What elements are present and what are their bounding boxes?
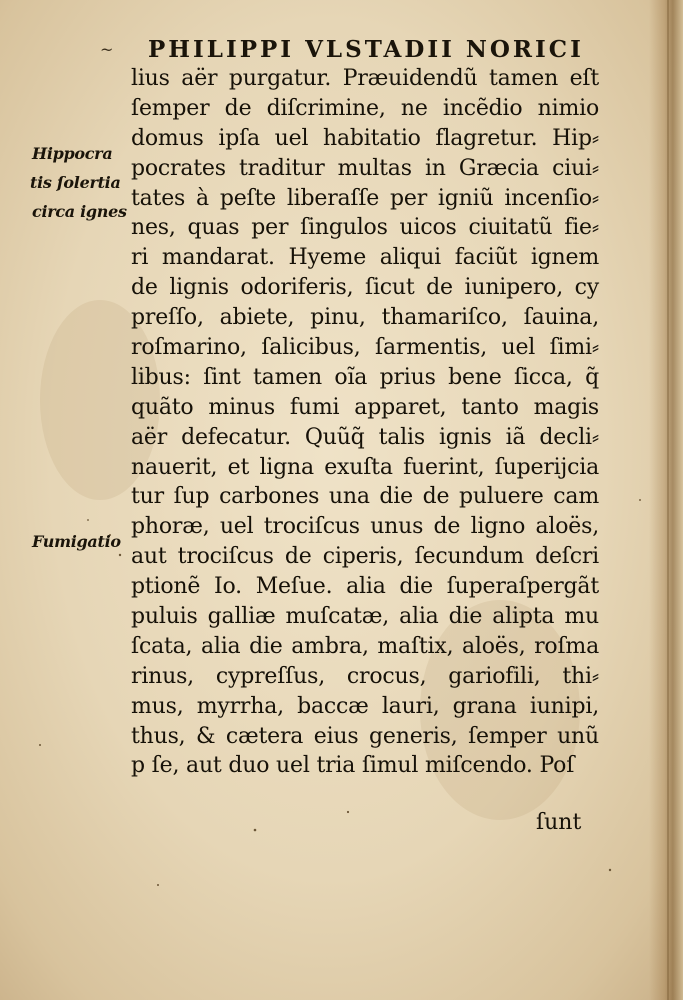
- text-line: thus, & cætera eius generis, ſemper unũ: [131, 723, 599, 749]
- text-line: libus: ſint tamen oĩa prius bene ſicca, q̃: [131, 364, 599, 390]
- main-text-block: [131, 64, 599, 781]
- marginal-note-circa-ignes: circa ignes: [32, 202, 127, 221]
- text-line: ptionẽ Io. Meſue. alia die ſuperaſpergãt: [131, 574, 599, 600]
- text-line: mus, myrrha, baccæ lauri, grana iunipi,: [131, 693, 599, 719]
- text-line: nes, quas per ſingulos uicos ciuitatũ fie⸗: [131, 215, 599, 241]
- text-line: nauerit, et ligna exuſta fuerint, ſuperijcia: [131, 454, 599, 480]
- text-line: rinus, cypreſſus, crocus, gariofili, thi⸗: [131, 663, 599, 689]
- catchword: ſunt: [536, 810, 582, 835]
- text-line: pocrates traditur multas in Græcia ciui⸗: [131, 155, 599, 181]
- text-line: domus ipſa uel habitatio flagretur. Hip⸗: [131, 125, 599, 151]
- header-ornament: ~: [100, 40, 114, 59]
- marginal-note-fumigatio: Fumigatio: [32, 532, 121, 551]
- text-line: tur ſup carbones una die de puluere cam: [131, 484, 599, 510]
- text-line: ri mandarat. Hyeme aliqui faciũt ignem: [131, 245, 599, 271]
- text-line: de lignis odoriferis, ſicut de iunipero, cy: [131, 275, 599, 301]
- text-line: p ſe, aut duo uel tria ſimul miſcendo. Poſ: [131, 753, 575, 779]
- text-line: phoræ, uel trociſcus unus de ligno aloës,: [131, 514, 599, 540]
- text-line: quãto minus fumi apparet, tanto magis: [131, 394, 599, 420]
- text-line: tates à peſte liberaſſe per igniũ incenſio⸗: [131, 185, 599, 211]
- text-line: aut trociſcus de ciperis, ſecundum deſcri: [131, 544, 599, 570]
- marginal-note-solertia: tis ſolertia: [30, 173, 121, 192]
- marginal-note-hippocra: Hippocra: [32, 144, 113, 163]
- text-line: preſſo, abiete, pinu, thamariſco, ſauina,: [131, 305, 599, 331]
- running-title: PHILIPPI VLSTADII NORICI: [148, 36, 584, 63]
- text-line: ſcata, alia die ambra, maſtix, aloës, roſma: [131, 633, 599, 659]
- text-line: lius aër purgatur. Præuidendũ tamen eſt: [131, 66, 599, 91]
- text-line: aër defecatur. Quũq̃ talis ignis iã decli⸗: [131, 424, 599, 450]
- text-line: ſemper de diſcrimine, ne incẽdio nimio: [131, 95, 599, 121]
- text-line: puluis galliæ muſcatæ, alia die alipta mu: [131, 604, 599, 630]
- text-line: roſmarino, ſalicibus, ſarmentis, uel ſimi⸗: [131, 335, 599, 361]
